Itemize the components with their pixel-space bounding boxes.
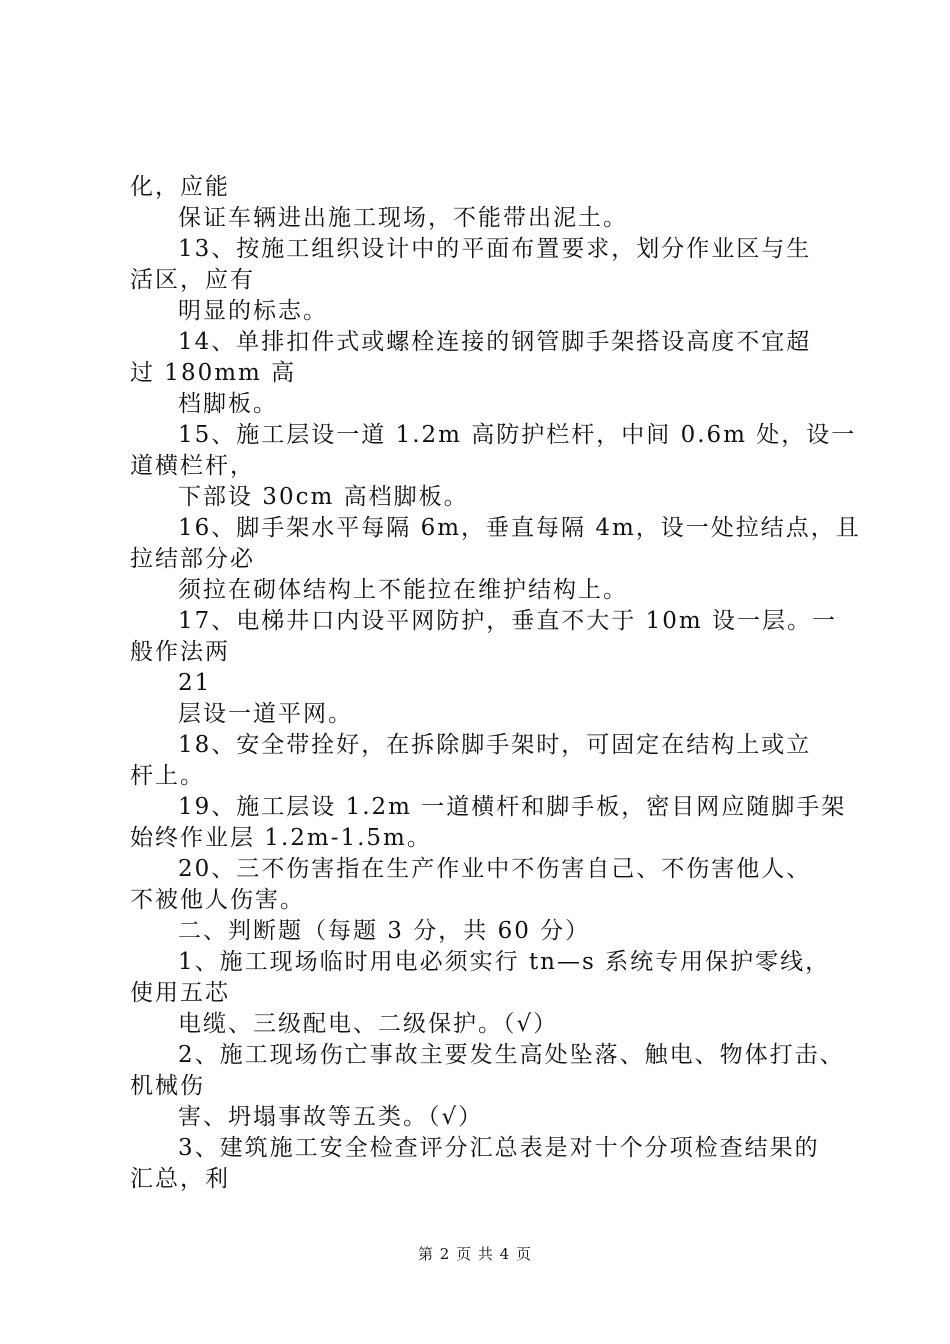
text-line: 道横栏杆， — [130, 453, 255, 479]
text-line: 21 — [178, 670, 212, 696]
text-line: 使用五芯 — [130, 980, 230, 1006]
body-text — [130, 172, 861, 1195]
text-line: 3、建筑施工安全检查评分汇总表是对十个分项检查结果的 — [178, 1135, 820, 1161]
text-line: 19、施工层设 1.2m 一道横杆和脚手板，密目网应随脚手架 — [178, 794, 847, 820]
text-line: 档脚板。 — [178, 391, 278, 417]
text-line: 二、判断题（每题 3 分，共 60 分） — [178, 918, 591, 944]
text-line: 层设一道平网。 — [178, 701, 353, 727]
text-line: 电缆、三级配电、二级保护。（√） — [178, 1011, 559, 1037]
text-line: 15、施工层设一道 1.2m 高防护栏杆，中间 0.6m 处，设一 — [178, 422, 857, 448]
text-line: 杆上。 — [130, 763, 205, 789]
page-footer: 第 2 页 共 4 页 — [418, 1245, 532, 1263]
text-line: 18、安全带拴好，在拆除脚手架时，可固定在结构上或立 — [178, 732, 812, 758]
text-line: 13、按施工组织设计中的平面布置要求，划分作业区与生 — [178, 236, 812, 262]
text-line: 16、脚手架水平每隔 6m，垂直每隔 4m，设一处拉结点，且 — [178, 515, 861, 541]
text-line: 般作法两 — [130, 639, 230, 665]
text-line: 14、单排扣件式或螺栓连接的钢管脚手架搭设高度不宜超 — [178, 329, 812, 355]
text-line: 机械伤 — [130, 1073, 205, 1099]
text-line: 拉结部分必 — [130, 546, 255, 572]
text-line: 2、施工现场伤亡事故主要发生高处坠落、触电、物体打击、 — [178, 1042, 845, 1068]
text-line: 1、施工现场临时用电必须实行 tn—s 系统专用保护零线， — [178, 949, 831, 975]
text-line: 过 180mm 高 — [130, 360, 297, 386]
text-line: 明显的标志。 — [178, 298, 328, 324]
text-line: 保证车辆进出施工现场，不能带出泥土。 — [178, 205, 628, 231]
text-line: 害、坍塌事故等五类。（√） — [178, 1104, 484, 1130]
text-line: 须拉在砌体结构上不能拉在维护结构上。 — [178, 577, 628, 603]
text-line: 化，应能 — [130, 174, 230, 200]
text-line: 下部设 30cm 高档脚板。 — [178, 484, 469, 510]
text-line: 活区，应有 — [130, 267, 255, 293]
text-line: 不被他人伤害。 — [130, 887, 305, 913]
text-line: 20、三不伤害指在生产作业中不伤害自己、不伤害他人、 — [178, 856, 812, 882]
text-line: 汇总，利 — [130, 1166, 230, 1192]
text-line: 17、电梯井口内设平网防护，垂直不大于 10m 设一层。一 — [178, 608, 837, 634]
text-line: 始终作业层 1.2m-1.5m。 — [130, 825, 432, 851]
